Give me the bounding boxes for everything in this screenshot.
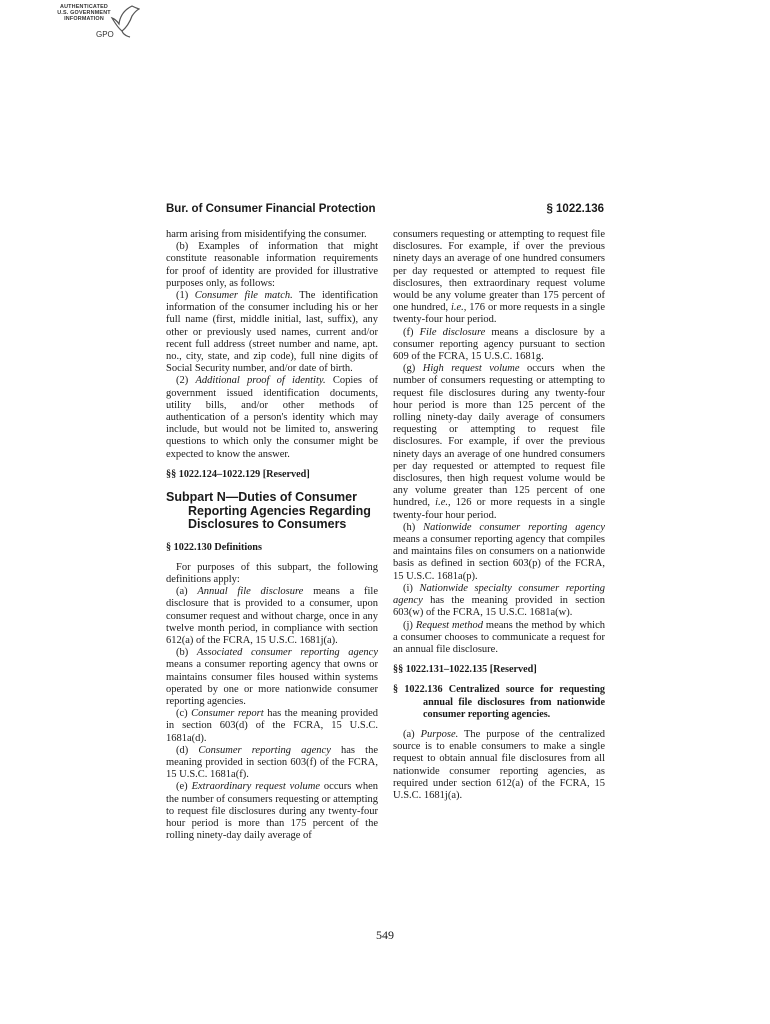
definition-h: (h) Nationwide consumer reporting agency means a consumer reporting agency that compiles and maintains files on consumers on a nationwide basis as defined in section 603(p) of the FCRA, 15 U.S.C. 1681a(p).: [393, 521, 605, 582]
header-section: § 1022.136: [546, 203, 604, 215]
definition-b: (b) Associated consumer reporting agency means a consumer reporting agency that owns or maintains consumer files housed within systems operated by one or more nationwide consumer reporting agencies.: [166, 647, 379, 707]
section-heading-definitions: § 1022.130 Definitions: [166, 541, 262, 553]
definition-a: (a) Annual file disclosure means a file disclosure that is provided to a consumer, upon consumer request and without charge, once in any twelve month period, in compliance with section 612(a) of the FCRA, 15 U.S.C. 1681j(a).: [166, 586, 378, 646]
definition-g: (g) High request volume occurs when the number of consumers requesting or attempting to request file disclosures during any twenty-four hour period is more than 125 percent of the rolling ninety-day daily average of consumers requesting or attempting to request file disclosures. For example, if over the previous ninety days an average of one hundred consumers per day requested or attempted to request file disclosures, then high request volume would be any volume greater than 125 percent of one hundred, i.e., 126 or more requests in a single twenty-four hour period.: [393, 363, 605, 521]
right-column: [393, 229, 605, 802]
section-heading-reserved: §§ 1022.124–1022.129 [Reserved]: [166, 468, 310, 480]
paragraph: harm arising from misidentifying the consumer.: [166, 229, 367, 240]
section-heading-centralized-source: § 1022.136 Centralized source for requesting annual file disclosures from nationwide consumer reporting agencies.: [393, 684, 605, 720]
paragraph: For purposes of this subpart, the following definitions apply:: [166, 561, 378, 585]
paragraph: (b) Examples of information that might constitute reasonable information requirements for proof of identity are provided for illustrative purposes only, as follows:: [166, 241, 378, 289]
eagle-icon: [110, 4, 140, 38]
page-number: 549: [376, 928, 394, 942]
logo-line-3: INFORMATION: [64, 16, 104, 22]
logo-line-1: AUTHENTICATED: [59, 4, 109, 10]
left-column: [166, 229, 378, 842]
subpart-heading: Subpart N—Duties of Consumer Reporting Agencies Regarding Disclosures to Consumers: [166, 490, 371, 532]
running-header: [166, 203, 604, 219]
definition-c: (c) Consumer report has the meaning provided in section 603(d) of the FCRA, 15 U.S.C. 1681a(d).: [166, 708, 378, 744]
definition-e: (e) Extraordinary request volume occurs when the number of consumers requesting or attempting to request file disclosures during any twenty-four hour period is more than 175 percent of the rolling ninety-day daily average of: [166, 781, 379, 842]
definition-j: (j) Request method means the method by which a consumer chooses to communicate a request for an annual file disclosure.: [393, 619, 605, 655]
header-agency: Bur. of Consumer Financial Protection: [166, 203, 376, 215]
definition-f: (f) File disclosure means a disclosure by a consumer reporting agency pursuant to section 609 of the FCRA, 15 U.S.C. 1681g.: [393, 326, 605, 363]
logo-gpo-label: GPO: [96, 30, 114, 39]
paragraph: consumers requesting or attempting to request file disclosures. For example, if over the previous ninety days an average of one hundred consumers per day requested or attempted to request file disclosures, then extraordinary request volume would be any volume greater than 175 percent of one hundred, i.e., 176 or more requests in a single twenty-four hour period.: [393, 229, 605, 326]
paragraph: (1) Consumer file match. The identification information of the consumer including his or her full name (first, middle initial, last, suffix), any other or previously used names, current and/or recent full address (street number and name, apt. no., city, state, and zip code), full nine digits of Social Security number, and/or date of birth.: [166, 290, 378, 375]
definition-d: (d) Consumer reporting agency has the meaning provided in section 603(f) of the FCRA, 15 U.S.C. 1681a(f).: [166, 744, 378, 781]
definition-i: (i) Nationwide specialty consumer reporting agency has the meaning provided in section 603(w) of the FCRA, 15 U.S.C. 1681a(w).: [393, 582, 606, 619]
logo-line-2: U.S. GOVERNMENT: [57, 10, 111, 16]
paragraph: (2) Additional proof of identity. Copies of government issued identification documents, utility bills, and/or other methods of authentication of a person's identity which may include, but would not be limited to, answering questions to which only the consumer might be expected to know the answer.: [166, 375, 378, 460]
gpo-authentication-logo: [34, 4, 144, 44]
paragraph-purpose: (a) Purpose. The purpose of the centralized source is to enable consumers to make a single request to obtain annual file disclosures from all nationwide consumer reporting agencies, as required under section 612(a) of the FCRA, 15 U.S.C. 1681j(a).: [393, 728, 605, 801]
section-heading-reserved: §§ 1022.131–1022.135 [Reserved]: [393, 664, 537, 676]
